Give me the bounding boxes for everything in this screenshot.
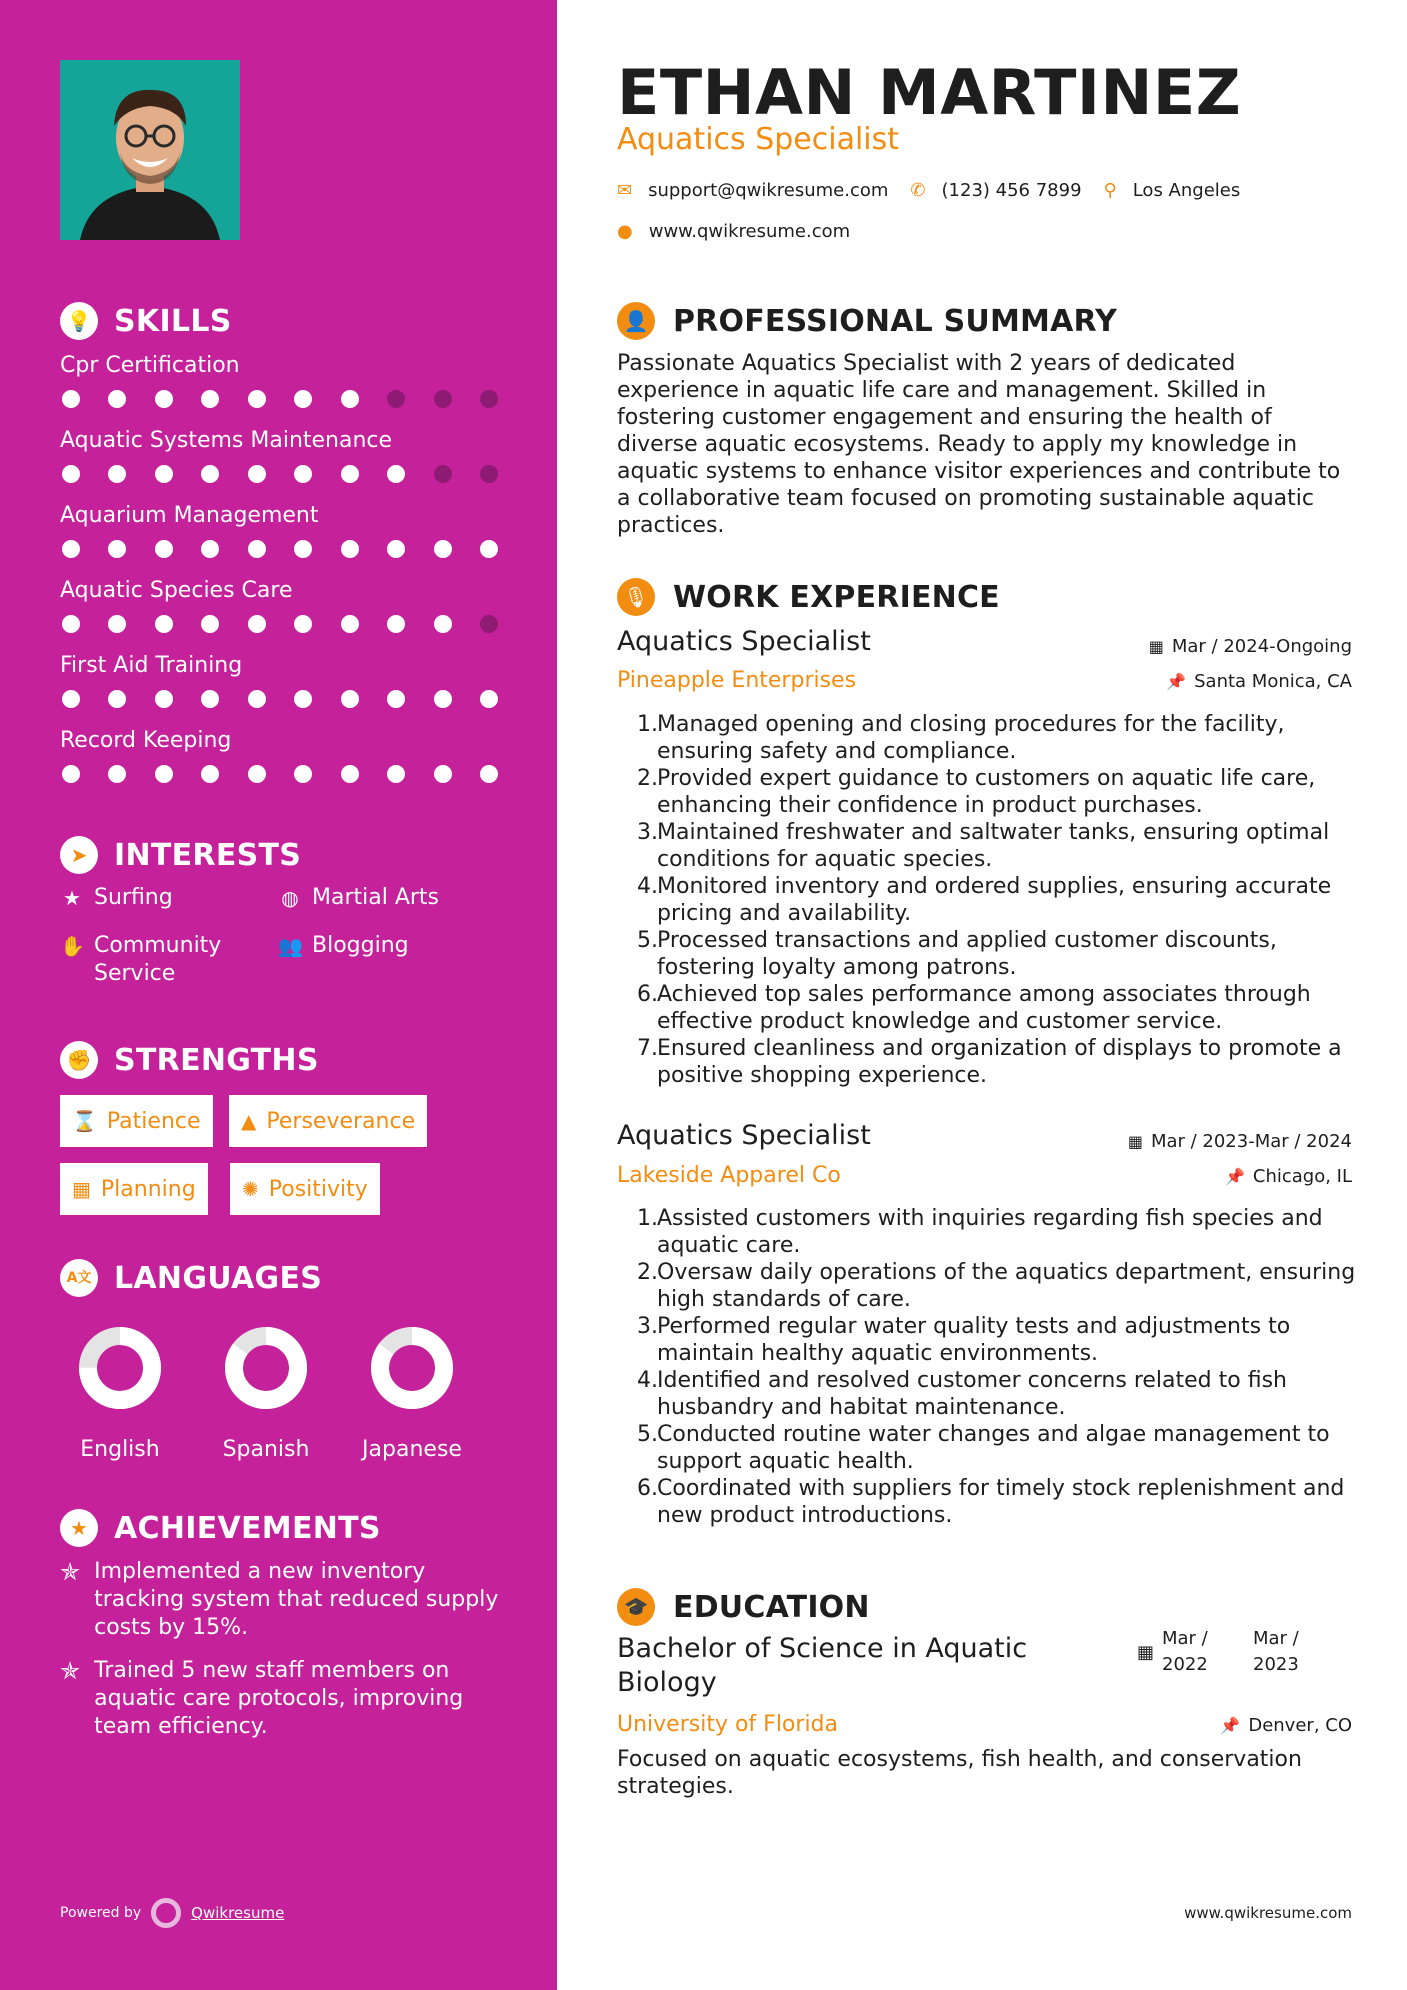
skill-level-dots [60,465,500,483]
strength-tag: ▦ Planning [60,1163,208,1215]
skill-dot [341,690,359,708]
skill-dot [108,540,126,558]
road-icon: ▲ [241,1109,257,1133]
bullet-text: Provided expert guidance to customers on aquatic life care, enhancing their confidence in product purchases. [657,766,1316,818]
calendar-icon: ▦ [1127,1132,1143,1151]
job-bullet [637,1421,1357,1475]
interest-item: ✋ Community Service [60,933,222,986]
bullet-number: 6. [637,1476,658,1501]
website-row [617,221,850,242]
school-name: University of Florida [617,1712,838,1737]
candidate-name: ETHAN MARTINEZ [617,56,1242,129]
skill-row [60,503,500,558]
skill-dot [480,390,498,408]
bullet-number: 1. [637,1206,658,1231]
user-icon: 👤 [617,302,655,340]
achievement-item: ✯ Trained 5 new staff members on aquatic care protocols, improving team efficiency. [60,1657,464,1739]
summary-text: Passionate Aquatics Specialist with 2 years of dedicated experience in aquatic life care and management. Skilled in fostering customer engagement and ensuring the health of diverse aquatic ecosystems. Ready to apply my knowledge in aquatic systems to enhance visitor experiences and contribute to a collaborative team focused on promoting sustainable aquatic practices. [617,351,1341,538]
bullet-text: Conducted routine water changes and algae management to support aquatic health. [657,1422,1330,1474]
language-level-ring [369,1325,455,1411]
language-item [347,1325,477,1462]
job-bullet [637,1259,1357,1313]
strengths-heading: ✊ STRENGTHS [60,1041,319,1079]
bullet-text: Identified and resolved customer concerns related to fish husbandry and habitat maintenance. [657,1368,1287,1420]
skill-dot [480,615,498,633]
job-location: 📌 Chicago, IL [1224,1166,1352,1187]
pin-icon: 📌 [1224,1167,1245,1186]
skill-dot [480,540,498,558]
skill-dot [248,465,266,483]
bullet-number: 5. [637,928,658,953]
education-heading: 🎓 EDUCATION [617,1588,870,1626]
skill-dot [248,390,266,408]
skill-dot [294,465,312,483]
strength-tag: ⌛ Patience [60,1095,213,1147]
skill-row [60,653,500,708]
skill-dot [155,615,173,633]
paper-plane-icon: ➤ [60,836,98,874]
skill-dot [294,765,312,783]
edu-start-date: Mar / 2022 [1162,1628,1208,1675]
achievements-heading: ★ ACHIEVEMENTS [60,1509,381,1547]
job-bullet [637,819,1357,873]
skill-name: Record Keeping [60,728,232,753]
experience-heading: 🎙 WORK EXPERIENCE [617,578,1000,616]
envelope-icon: ✉ [617,180,633,201]
skill-dot [155,465,173,483]
skill-dot [248,615,266,633]
skill-dot [434,390,452,408]
bullet-number: 2. [637,1260,658,1285]
skill-row [60,578,500,633]
skill-dot [201,615,219,633]
skill-dot [201,765,219,783]
job-title: Aquatics Specialist [617,1120,871,1151]
skill-dot [201,390,219,408]
skill-name: Aquatic Species Care [60,578,293,603]
language-item [55,1325,185,1462]
skill-level-dots [60,615,500,633]
degree: Bachelor of Science in Aquatic Biology [617,1633,1028,1698]
bullet-text: Maintained freshwater and saltwater tanks, ensuring optimal conditions for aquatic species. [657,820,1330,872]
skill-dot [341,615,359,633]
skill-dot [387,615,405,633]
footer-url[interactable]: www.qwikresume.com [1184,1904,1352,1922]
interests-heading: ➤ INTERESTS [60,836,301,874]
skill-dot [341,765,359,783]
edu-end-date: Mar / 2023 [1253,1628,1299,1675]
job-bullet [637,711,1357,765]
job-location: 📌 Santa Monica, CA [1166,671,1352,692]
skill-dot [108,390,126,408]
sidebar [0,0,557,1990]
skill-dot [108,690,126,708]
language-level-ring [77,1325,163,1411]
bullet-text: Assisted customers with inquiries regarding fish species and aquatic care. [657,1206,1323,1258]
skill-row [60,353,500,408]
skill-dot [62,465,80,483]
skill-level-dots [60,390,500,408]
qwikresume-logo-icon [151,1898,181,1928]
skill-dot [248,540,266,558]
skill-dot [387,540,405,558]
skill-dot [480,690,498,708]
language-name: Spanish [222,1437,310,1462]
job-bullet [637,1475,1357,1529]
skill-dot [155,540,173,558]
sun-icon: ✺ [242,1177,259,1201]
language-icon: A文 [60,1259,98,1297]
bullet-text: Performed regular water quality tests and adjustments to maintain healthy aquatic environments. [657,1314,1291,1366]
email[interactable]: support@qwikresume.com [648,180,889,201]
skill-dot [108,615,126,633]
bullet-number: 2. [637,766,658,791]
contact-row [617,180,1240,201]
skill-dot [62,390,80,408]
language-name: Japanese [362,1437,462,1462]
job-bullet [637,765,1357,819]
skill-dot [480,765,498,783]
skill-dot [387,465,405,483]
skill-dot [434,765,452,783]
bullet-number: 6. [637,982,658,1007]
hand-icon: ✋ [60,934,85,958]
globe-icon: ● [617,221,633,242]
skill-dot [387,765,405,783]
bullet-number: 4. [637,874,658,899]
skill-dot [294,615,312,633]
skill-level-dots [60,690,500,708]
users-icon: 👥 [278,934,303,958]
skill-level-dots [60,765,500,783]
phone-icon: ✆ [910,180,926,201]
skill-dot [62,615,80,633]
skill-dot [62,540,80,558]
location: Los Angeles [1132,180,1241,201]
skill-dot [155,390,173,408]
skill-dot [62,690,80,708]
bullet-number: 3. [637,820,658,845]
skill-row [60,428,500,483]
language-item [201,1325,331,1462]
strength-tag: ✺ Positivity [230,1163,380,1215]
skill-dot [248,690,266,708]
bullet-text: Managed opening and closing procedures for the facility, ensuring safety and compliance. [657,712,1285,764]
profile-photo [60,60,240,240]
lightbulb-icon: 💡 [60,302,98,340]
skills-heading: 💡 SKILLS [60,302,232,340]
briefcase-icon: 🎙 [617,578,655,616]
map-marker-icon: ⚲ [1103,180,1117,201]
skill-dot [155,690,173,708]
skill-dot [294,690,312,708]
job-bullet [637,981,1357,1035]
job-bullets [617,711,1357,1089]
bullet-number: 4. [637,1368,658,1393]
interest-item: ◍ Martial Arts [278,884,439,912]
brand-link[interactable]: Qwikresume [191,1904,285,1922]
skill-dot [387,690,405,708]
strength-tag: ▲ Perseverance [229,1095,427,1147]
shooting-star-icon: ✯ [60,1558,81,1586]
languages-heading: A文 LANGUAGES [60,1259,322,1297]
skill-name: Cpr Certification [60,353,240,378]
bullet-text: Oversaw daily operations of the aquatics department, ensuring high standards of care. [657,1260,1356,1312]
calendar-icon: ▦ [1148,637,1164,656]
summary-heading: 👤 PROFESSIONAL SUMMARY [617,302,1117,340]
skill-level-dots [60,540,500,558]
achievement-item: ✯ Implemented a new inventory tracking system that reduced supply costs by 15%. [60,1558,499,1640]
language-name: English [80,1437,160,1462]
medal-icon: ★ [60,1509,98,1547]
bullet-number: 3. [637,1314,658,1339]
job-title: Aquatics Specialist [617,626,871,657]
language-level-ring [223,1325,309,1411]
skill-dot [341,540,359,558]
bullet-text: Monitored inventory and ordered supplies, ensuring accurate pricing and availability. [657,874,1332,926]
skill-dot [248,765,266,783]
pin-icon: 📌 [1166,672,1187,691]
star-icon: ★ [63,886,81,910]
bullet-number: 5. [637,1422,658,1447]
bullet-number: 7. [637,1036,658,1061]
skill-name: Aquatic Systems Maintenance [60,428,393,453]
skill-dot [201,465,219,483]
bullet-text: Coordinated with suppliers for timely stock replenishment and new product introductions. [657,1476,1345,1528]
job-bullet [637,1367,1357,1421]
skill-dot [62,765,80,783]
candidate-role: Aquatics Specialist [617,122,900,157]
job-bullet [637,1035,1357,1089]
company-name: Pineapple Enterprises [617,668,857,693]
interest-item: ★ Surfing [60,884,173,912]
skill-dot [341,390,359,408]
shooting-star-icon: ✯ [60,1657,81,1685]
company-name: Lakeside Apparel Co [617,1163,841,1188]
job-bullet [637,873,1357,927]
skill-dot [434,690,452,708]
skill-name: Aquarium Management [60,503,319,528]
bullet-text: Achieved top sales performance among associates through effective product knowledge and customer service. [657,982,1311,1034]
skill-dot [108,765,126,783]
skill-dot [294,540,312,558]
job-bullet [637,1313,1357,1367]
skill-name: First Aid Training [60,653,243,678]
phone: (123) 456 7899 [941,180,1082,201]
skill-dot [108,465,126,483]
skill-row [60,728,500,783]
job-bullet [637,1205,1357,1259]
edu-description: Focused on aquatic ecosystems, fish health, and conservation strategies. [617,1747,1302,1799]
edu-location: 📌 Denver, CO [1220,1715,1352,1736]
skill-dot [480,465,498,483]
bullet-text: Ensured cleanliness and organization of displays to promote a positive shopping experience. [657,1036,1342,1088]
skill-dot [201,540,219,558]
skill-dot [155,765,173,783]
job-bullet [637,927,1357,981]
interest-item: 👥 Blogging [278,933,409,958]
skill-dot [201,690,219,708]
skill-dot [341,465,359,483]
graduation-icon: 🎓 [617,1588,655,1626]
calendar-icon: ▦ [72,1177,91,1201]
bullet-text: Processed transactions and applied customer discounts, fostering loyalty among patrons. [657,928,1277,980]
pin-icon: 📌 [1220,1716,1241,1735]
bullet-number: 1. [637,712,658,737]
skill-dot [434,465,452,483]
website[interactable]: www.qwikresume.com [648,221,851,242]
skill-dot [387,390,405,408]
powered-by: Powered by Qwikresume [60,1898,284,1928]
job-date: ▦ Mar / 2023-Mar / 2024 [1127,1131,1352,1152]
calendar-icon: ▦ [1137,1642,1155,1663]
globe-icon: ◍ [281,886,299,910]
skill-dot [434,540,452,558]
fist-icon: ✊ [60,1041,98,1079]
job-bullets [617,1205,1357,1529]
hourglass-icon: ⌛ [72,1109,97,1133]
skill-dot [434,615,452,633]
job-date: ▦ Mar / 2024-Ongoing [1148,636,1352,657]
skill-dot [294,390,312,408]
